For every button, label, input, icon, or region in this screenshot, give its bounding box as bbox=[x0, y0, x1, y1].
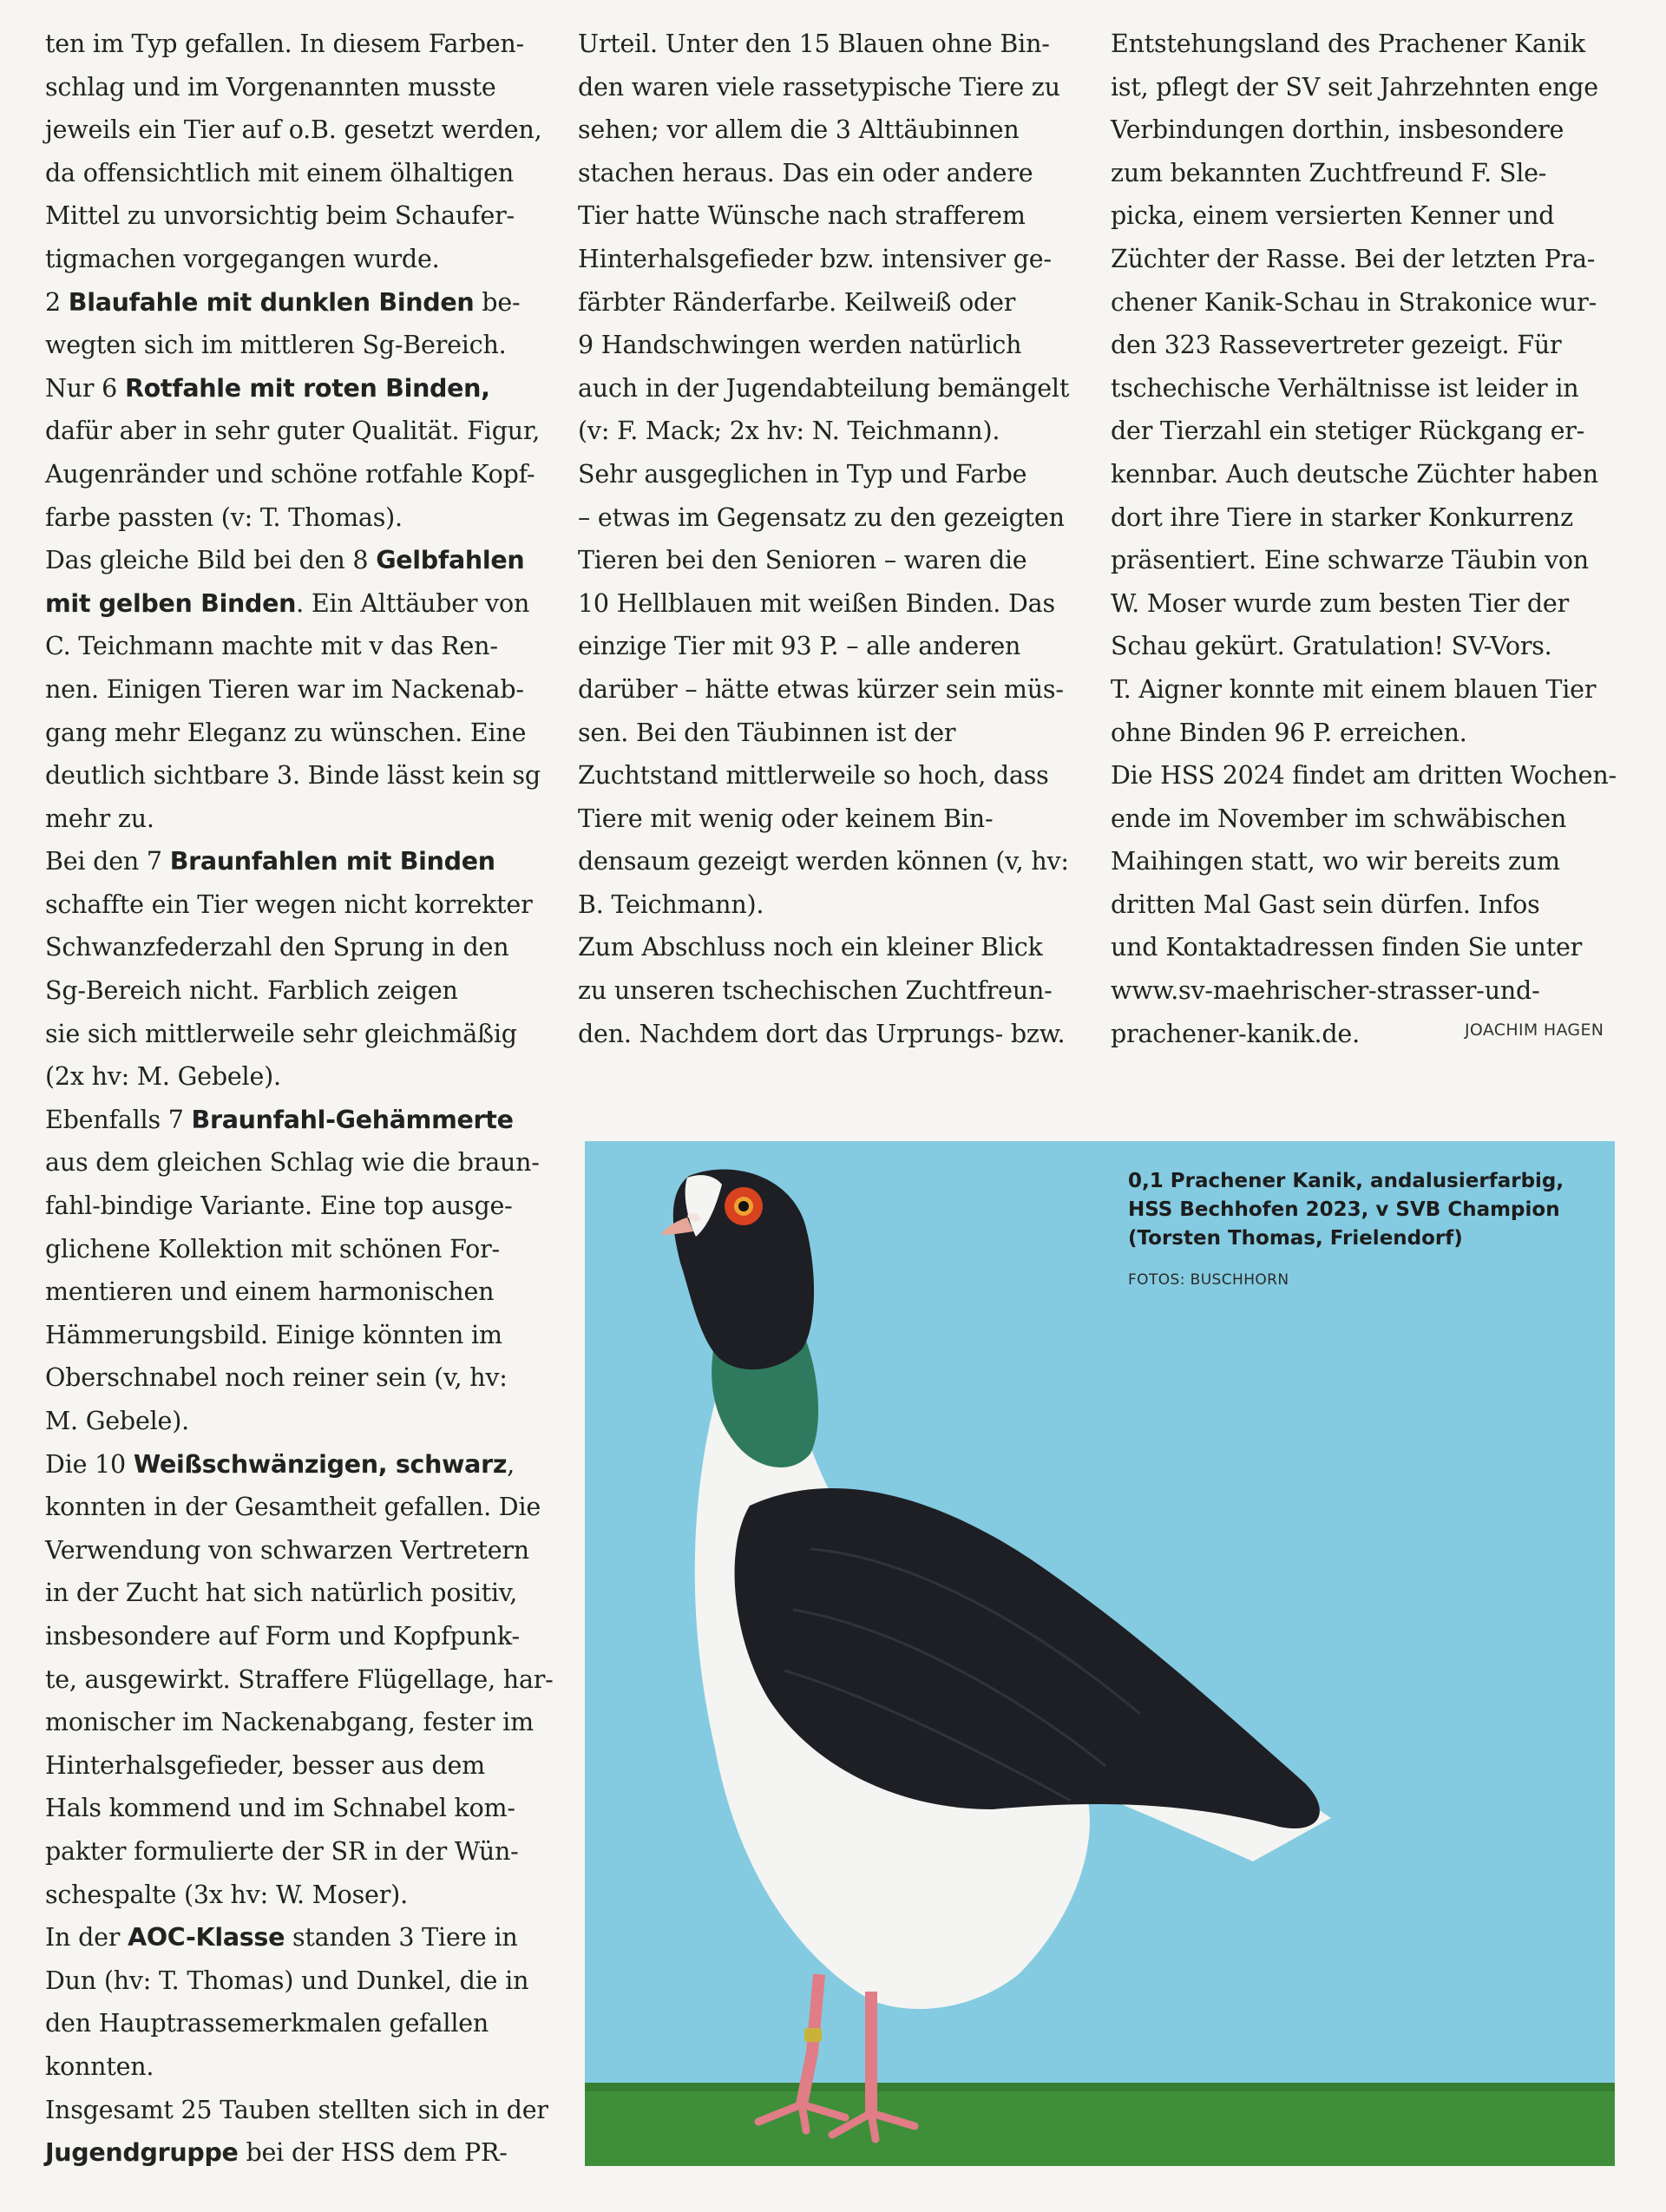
text-line: chener Kanik-Schau in Strakonice wur- bbox=[1111, 287, 1597, 317]
text-line: Hals kommend und im Schnabel kom- bbox=[45, 1794, 515, 1823]
article-column-2 bbox=[578, 23, 1099, 1055]
class-name-highlight: Blaufahle mit dunklen Binden bbox=[68, 287, 475, 317]
text-line: Entstehungsland des Prachener Kanik bbox=[1111, 30, 1585, 58]
text-line: monischer im Nackenabgang, fester im bbox=[45, 1708, 534, 1737]
text-line: den Hauptrassemerkmalen gefallen bbox=[45, 2009, 489, 2038]
text-line: zu unseren tschechischen Zuchtfreun- bbox=[578, 976, 1053, 1006]
text-line: darüber – hätte etwas kürzer sein müs- bbox=[578, 674, 1064, 704]
text-line: wegten sich im mittleren Sg-Bereich. bbox=[45, 331, 507, 360]
text-line: ten im Typ gefallen. In diesem Farben- bbox=[45, 30, 524, 58]
text-line: auch in der Jugendabteilung bemängelt bbox=[578, 373, 1070, 403]
pigeon-photo bbox=[585, 1141, 1615, 2166]
text-line: Verbindungen dorthin, insbesondere bbox=[1111, 115, 1564, 145]
text-line: Urteil. Unter den 15 Blauen ohne Bin- bbox=[578, 30, 1050, 58]
photo-caption bbox=[1128, 1167, 1564, 1253]
text-line: Hinterhalsgefieder bzw. intensiver ge- bbox=[578, 244, 1052, 273]
text-line: der Tierzahl ein stetiger Rückgang er- bbox=[1111, 417, 1585, 446]
class-name-highlight: Weißschwänzigen, schwarz bbox=[133, 1449, 508, 1479]
class-name-highlight: AOC-Klasse bbox=[128, 1923, 285, 1953]
text-line: 2 Blaufahle mit dunklen Binden be- bbox=[45, 287, 521, 317]
text-line: pakter formulierte der SR in der Wün- bbox=[45, 1836, 519, 1866]
photo-credit: FOTOS: BUSCHHORN bbox=[1128, 1271, 1289, 1289]
text-line: schlag und im Vorgenannten musste bbox=[45, 72, 496, 102]
text-line: (2x hv: M. Gebele). bbox=[45, 1062, 281, 1092]
text-line: B. Teichmann). bbox=[578, 889, 764, 919]
pigeon-illustration bbox=[585, 1141, 1615, 2166]
text-line: ohne Binden 96 P. erreichen. bbox=[1111, 718, 1467, 747]
text-line: Schwanzfederzahl den Sprung in den bbox=[45, 933, 509, 962]
text-line: sen. Bei den Täubinnen ist der bbox=[578, 718, 956, 747]
text-line: schespalte (3x hv: W. Moser). bbox=[45, 1880, 408, 1909]
text-line: densaum gezeigt werden können (v, hv: bbox=[578, 847, 1069, 876]
text-line: dort ihre Tiere in starker Konkurrenz bbox=[1111, 502, 1573, 532]
text-line: Dun (hv: T. Thomas) und Dunkel, die in bbox=[45, 1966, 529, 1995]
text-line: farbe passten (v: T. Thomas). bbox=[45, 502, 403, 532]
text-line: dafür aber in sehr guter Qualität. Figur, bbox=[45, 417, 541, 446]
text-line: Zuchtstand mittlerweile so hoch, dass bbox=[578, 761, 1049, 791]
text-line: Verwendung von schwarzen Vertretern bbox=[45, 1535, 529, 1565]
text-line: www.sv-maehrischer-strasser-und- bbox=[1111, 976, 1540, 1006]
text-line: und Kontaktadressen finden Sie unter bbox=[1111, 933, 1583, 962]
text-line: zum bekannten Zuchtfreund F. Sle- bbox=[1111, 158, 1547, 187]
text-line: deutlich sichtbare 3. Binde lässt kein sg bbox=[45, 761, 541, 791]
text-line: tigmachen vorgegangen wurde. bbox=[45, 244, 440, 273]
text-line: Züchter der Rasse. Bei der letzten Pra- bbox=[1111, 244, 1596, 273]
text-line: Die 10 Weißschwänzigen, schwarz, bbox=[45, 1449, 515, 1479]
text-line: kennbar. Auch deutsche Züchter haben bbox=[1111, 459, 1598, 489]
text-line: Oberschnabel noch reiner sein (v, hv: bbox=[45, 1363, 508, 1393]
text-line: ist, pflegt der SV seit Jahrzehnten enge bbox=[1111, 72, 1598, 102]
text-line: Tieren bei den Senioren – waren die bbox=[578, 546, 1027, 575]
text-line: 10 Hellblauen mit weißen Binden. Das bbox=[578, 588, 1055, 618]
grass-ground bbox=[585, 2083, 1615, 2166]
caption-line: 0,1 Prachener Kanik, andalusierfarbig, bbox=[1128, 1170, 1564, 1192]
text-line: nen. Einigen Tieren war im Nackenab- bbox=[45, 674, 524, 704]
text-line: Jugendgruppe bei der HSS dem PR- bbox=[45, 2138, 508, 2168]
article-column-3 bbox=[1111, 23, 1617, 1055]
text-line: mehr zu. bbox=[45, 804, 154, 833]
text-line: Bei den 7 Braunfahlen mit Binden bbox=[45, 847, 495, 876]
article-column-1 bbox=[45, 23, 566, 2175]
text-line: Augenränder und schöne rotfahle Kopf- bbox=[45, 459, 535, 489]
text-line: Mittel zu unvorsichtig beim Schaufer- bbox=[45, 201, 515, 231]
caption-line: (Torsten Thomas, Frielendorf) bbox=[1128, 1227, 1463, 1250]
text-line: da offensichtlich mit einem ölhaltigen bbox=[45, 158, 514, 187]
text-line: prachener-kanik.de. bbox=[1111, 1019, 1360, 1048]
text-line: ende im November im schwäbischen bbox=[1111, 804, 1567, 833]
text-line: 9 Handschwingen werden natürlich bbox=[578, 331, 1022, 360]
text-line: T. Aigner konnte mit einem blauen Tier bbox=[1111, 674, 1597, 704]
text-line: te, ausgewirkt. Straffere Flügellage, har- bbox=[45, 1664, 554, 1694]
text-line: Insgesamt 25 Tauben stellten sich in der bbox=[45, 2095, 548, 2124]
text-line: C. Teichmann machte mit v das Ren- bbox=[45, 632, 498, 661]
text-line: Maihingen statt, wo wir bereits zum bbox=[1111, 847, 1560, 876]
text-line: M. Gebele). bbox=[45, 1407, 190, 1435]
text-line: sie sich mittlerweile sehr gleichmäßig bbox=[45, 1019, 517, 1048]
text-line: dritten Mal Gast sein dürfen. Infos bbox=[1111, 889, 1540, 919]
text-line: Nur 6 Rotfahle mit roten Binden, bbox=[45, 373, 490, 403]
text-line: Das gleiche Bild bei den 8 Gelbfahlen bbox=[45, 546, 525, 575]
text-line: färbter Ränderfarbe. Keilweiß oder bbox=[578, 287, 1016, 317]
text-line: Zum Abschluss noch ein kleiner Blick bbox=[578, 933, 1043, 962]
text-line: gang mehr Eleganz zu wünschen. Eine bbox=[45, 718, 527, 747]
text-line: Sehr ausgeglichen in Typ und Farbe bbox=[578, 459, 1027, 489]
text-line: einzige Tier mit 93 P. – alle anderen bbox=[578, 632, 1021, 661]
class-name-highlight: Rotfahle mit roten Binden, bbox=[124, 373, 490, 403]
text-line: jeweils ein Tier auf o.B. gesetzt werden, bbox=[45, 115, 542, 145]
text-line: konnten. bbox=[45, 2051, 154, 2081]
text-line: konnten in der Gesamtheit gefallen. Die bbox=[45, 1493, 541, 1522]
class-name-highlight: mit gelben Binden bbox=[45, 588, 297, 618]
leg-ring bbox=[804, 2028, 822, 2042]
text-line: Hinterhalsgefieder, besser aus dem bbox=[45, 1750, 485, 1780]
text-line: den waren viele rassetypische Tiere zu bbox=[578, 72, 1060, 102]
text-line: sehen; vor allem die 3 Alttäubinnen bbox=[578, 115, 1020, 145]
text-line: in der Zucht hat sich natürlich positiv, bbox=[45, 1579, 518, 1608]
text-line: glichene Kollektion mit schönen For- bbox=[45, 1234, 500, 1264]
class-name-highlight: Braunfahlen mit Binden bbox=[169, 847, 495, 876]
class-name-highlight: Jugendgruppe bbox=[45, 2138, 239, 2168]
text-line: Ebenfalls 7 Braunfahl-Gehämmerte bbox=[45, 1105, 514, 1134]
text-line: – etwas im Gegensatz zu den gezeigten bbox=[578, 502, 1065, 532]
text-line: aus dem gleichen Schlag wie die braun- bbox=[45, 1148, 540, 1178]
class-name-highlight: Braunfahl-Gehämmerte bbox=[191, 1105, 514, 1134]
text-line: Tier hatte Wünsche nach strafferem bbox=[578, 201, 1026, 231]
text-line: mit gelben Binden. Ein Alttäuber von bbox=[45, 588, 530, 618]
text-line: picka, einem versierten Kenner und bbox=[1111, 201, 1555, 231]
text-line: schaffte ein Tier wegen nicht korrekter bbox=[45, 889, 533, 919]
text-line: stachen heraus. Das ein oder andere bbox=[578, 158, 1033, 187]
text-line: Tiere mit wenig oder keinem Bin- bbox=[578, 804, 994, 833]
text-line: den 323 Rassevertreter gezeigt. Für bbox=[1111, 331, 1562, 360]
text-line: tschechische Verhältnisse ist leider in bbox=[1111, 373, 1579, 403]
text-line: Die HSS 2024 findet am dritten Wochen- bbox=[1111, 761, 1617, 791]
text-line: Hämmerungsbild. Einige könnten im bbox=[45, 1320, 502, 1349]
class-name-highlight: Gelbfahlen bbox=[376, 546, 525, 575]
text-line: Sg-Bereich nicht. Farblich zeigen bbox=[45, 976, 458, 1006]
text-line: insbesondere auf Form und Kopfpunk- bbox=[45, 1621, 520, 1651]
author-byline: JOACHIM HAGEN bbox=[1465, 1021, 1604, 1040]
text-line: (v: F. Mack; 2x hv: N. Teichmann). bbox=[578, 417, 1000, 446]
text-line: mentieren und einem harmonischen bbox=[45, 1277, 495, 1307]
text-line: W. Moser wurde zum besten Tier der bbox=[1111, 588, 1570, 618]
text-line: Schau gekürt. Gratulation! SV-Vors. bbox=[1111, 632, 1552, 661]
text-line: fahl-bindige Variante. Eine top ausge- bbox=[45, 1191, 513, 1221]
text-line: den. Nachdem dort das Urprungs- bzw. bbox=[578, 1019, 1066, 1048]
caption-line: HSS Bechhofen 2023, v SVB Champion bbox=[1128, 1198, 1560, 1221]
text-line: In der AOC-Klasse standen 3 Tiere in bbox=[45, 1923, 518, 1953]
text-line: präsentiert. Eine schwarze Täubin von bbox=[1111, 546, 1589, 575]
